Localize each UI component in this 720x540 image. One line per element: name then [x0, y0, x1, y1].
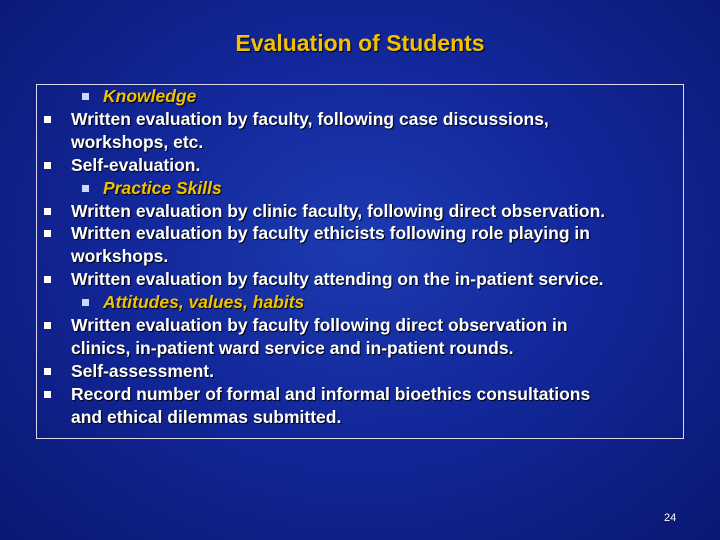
- slide-title: Evaluation of Students: [235, 30, 485, 56]
- bullet-icon: [44, 162, 51, 169]
- bullet-icon: [44, 276, 51, 283]
- bullet-icon: [44, 368, 51, 375]
- subheading-bullet-icon: [82, 299, 89, 306]
- list-item: Written evaluation by faculty attending on the in-patient service.: [71, 269, 604, 290]
- bullet-icon: [44, 230, 51, 237]
- bullet-icon: [44, 391, 51, 398]
- list-item-continuation: workshops.: [71, 246, 169, 267]
- list-item: Written evaluation by clinic faculty, following direct observation.: [71, 200, 606, 221]
- list-item: Written evaluation by faculty ethicists following role playing in: [71, 223, 590, 244]
- subheading-bullet-icon: [82, 185, 89, 192]
- list-item: Self-evaluation.: [71, 154, 201, 175]
- list-item: Written evaluation by faculty following direct observation in: [71, 315, 568, 335]
- section-heading: Knowledge: [103, 86, 197, 106]
- list-item-continuation: and ethical dilemmas submitted.: [71, 406, 342, 427]
- list-item-continuation: clinics, in-patient ward service and in-patient rounds.: [71, 337, 514, 358]
- section-heading: Practice Skills: [103, 177, 222, 198]
- subheading-bullet-icon: [82, 93, 89, 100]
- section-heading: Attitudes, values, habits: [103, 292, 305, 313]
- list-item: Written evaluation by faculty, following case discussions,: [71, 108, 549, 129]
- list-item: Record number of formal and informal bioethics consultations: [71, 383, 591, 404]
- bullet-icon: [44, 116, 51, 123]
- bullet-icon: [44, 322, 51, 329]
- bullet-icon: [44, 208, 51, 215]
- list-item: Self-assessment.: [71, 360, 214, 381]
- list-item-continuation: workshops, etc.: [71, 131, 204, 152]
- page-number: 24: [664, 512, 677, 524]
